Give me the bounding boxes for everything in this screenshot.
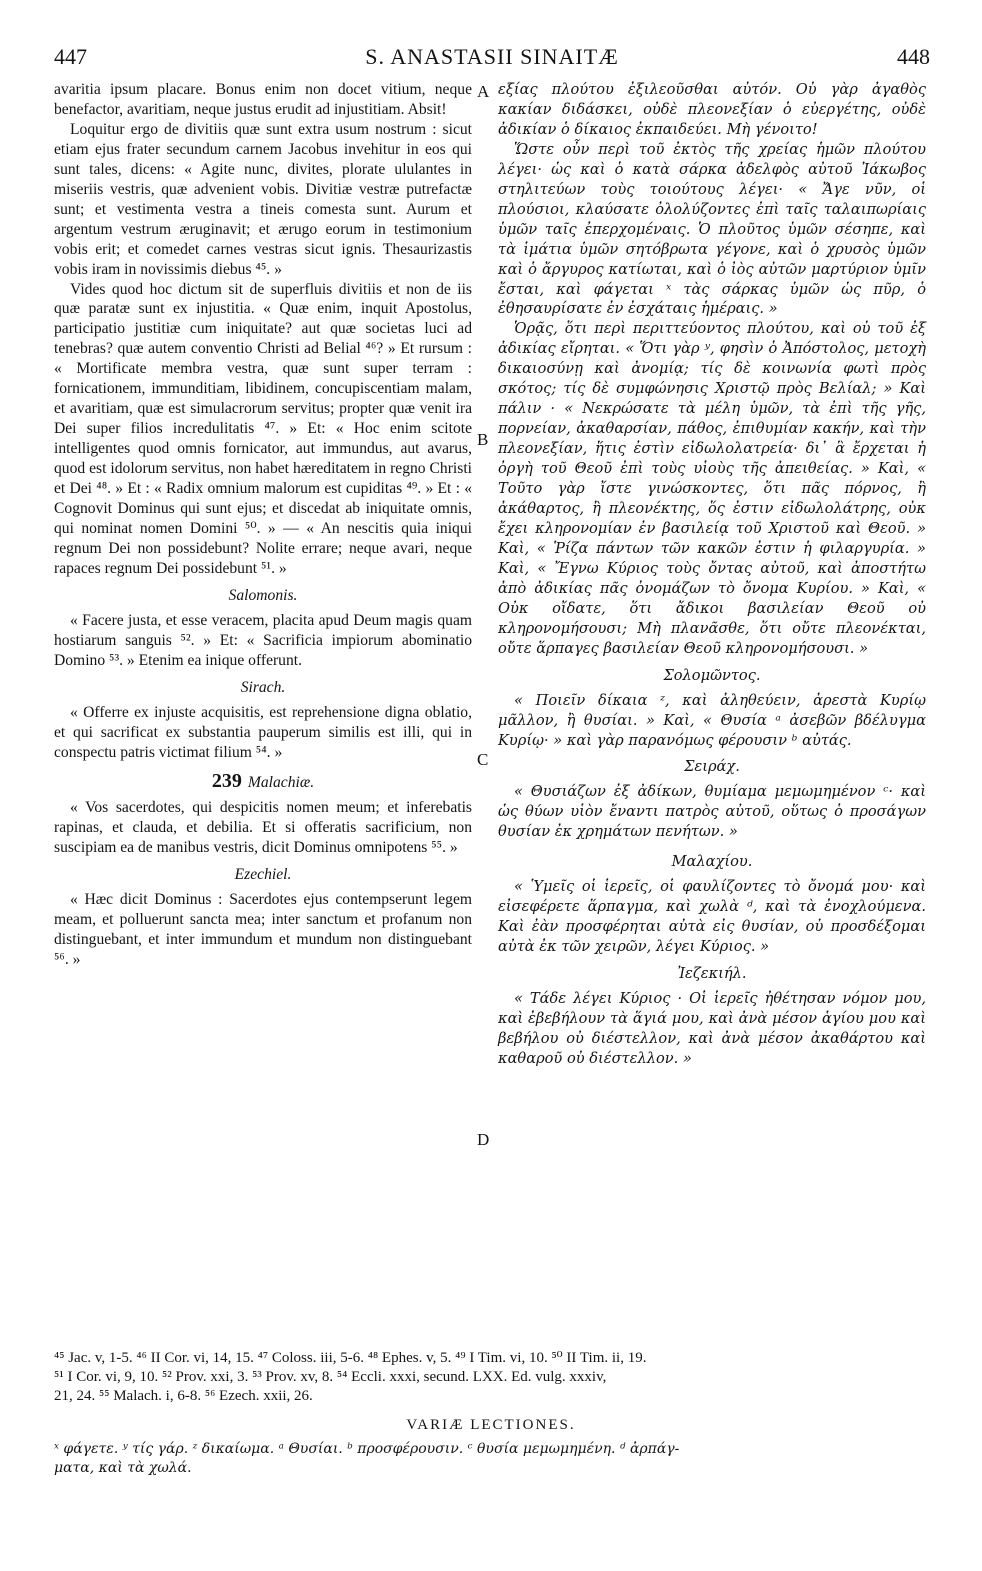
greek-section-title-malachi: Μαλαχίου.	[671, 853, 753, 871]
margin-letter-a: A	[477, 82, 490, 101]
page-header	[54, 44, 930, 74]
latin-paragraph: Vides quod hoc dictum sit de superfluis divitiis et non de iis quæ paratæ sunt ex injustitia. « Quæ enim, inquit Apostolus, participatio justitiæ cum iniquitate? aut quæ societas luci ad tenebras? quæ autem conventio Christi ad Belial ⁴⁶? » Et rursum : « Mortificate membra vestra, quæ sunt super terram : fornicationem, immunditiam, libidinem, concupiscentiam malam, et avaritiam, quæ est simulacrorum servitus; propter quæ venit ira Dei super filios incredulitatis ⁴⁷. » Et: « Hoc enim scitote intelligentes quod omnis fornicator, aut immundus, aut avarus, quod est idolorum servitus, non habet hæreditatem in regno Christi et Dei ⁴⁸. » Et : « Radix omnium malorum est cupiditas ⁴⁹. » Et : « Cognovit Dominus qui sunt ejus; et discedat ab iniquitate omnis, qui nominat nomen Domini ⁵⁰. » — « An nescitis quia iniqui regnum Dei non possidebunt? Nolite errare; neque avari, neque rapaces regnum Dei possidebunt ⁵¹. »	[54, 280, 472, 577]
latin-paragraph: avaritia ipsum placare. Bonus enim non docet vitium, neque benefactor, avaritiam, neque justus erudit ad injustitiam. Absit!	[54, 81, 472, 118]
greek-paragraph: Ὁρᾷς, ὅτι περὶ περιττεύοντος πλούτου, καὶ οὐ τοῦ ἐξ ἀδικίας εἴρηται. « Ὅτι γὰρ ʸ, φησὶν ὁ Ἀπόστολος, μετοχὴ δικαιοσύνῃ καὶ ἀνομίᾳ; τίς δὲ κοινωνία φωτὶ πρὸς σκότος; τίς δὲ συμφώνησις Χριστῷ πρὸς Βελίαλ; » Καὶ πάλιν · « Νεκρώσατε τὰ μέλη ὑμῶν, τὰ ἐπὶ τῆς γῆς, πορνείαν, ἀκαθαρσίαν, πάθος, ἐπιθυμίαν κακήν, καὶ τὴν πλεονεξίαν, ἥτις ἐστὶν εἰδωλολατρεία· δι᾽ ἃ ἔρχεται ἡ ὀργὴ τοῦ Θεοῦ ἐπὶ τοὺς υἱοὺς τῆς ἀπειθείας. » Καὶ, « Τοῦτο γὰρ ἴστε γινώσκοντες, ὅτι πᾶς πόρνος, ἢ ἀκάθαρτος, ἢ πλεονέκτης, ὅς ἐστιν εἰδωλολάτρης, οὐκ ἔχει κληρονομίαν ἐν βασιλείᾳ τοῦ Χριστοῦ καὶ Θεοῦ. » Καὶ, « Ῥίζα πάντων τῶν κακῶν ἐστιν ἡ φιλαργυρία. » Καὶ, « Ἔγνω Κύριος τοὺς ὄντας αὐτοῦ, καὶ ἀποστήτω ἀπὸ ἀδικίας πᾶς ὀνομάζων τὸ ὄνομα Κυρίου. » Καὶ, « Οὐκ οἴδατε, ὅτι ἄδικοι βασιλείαν Θεοῦ οὐ κληρονομήσουσι; Μὴ πλανᾶσθε, ὅτι οὔτε πλεονέκται, οὔτε ἅρπαγες βασιλείαν Θεοῦ κληρονομήσουσι. »	[498, 320, 926, 657]
greek-paragraph: « Ποιεῖν δίκαια ᶻ, καὶ ἀληθεύειν, ἀρεστὰ Κυρίῳ μᾶλλον, ἢ θυσίαι. » Καὶ, « Θυσία ᵃ ἀσεβῶν βδέλυγμα Κυρίῳ· » καὶ γὰρ παρανόμως φέρουσιν ᵇ αὐτάς.	[498, 691, 926, 749]
greek-paragraph: εξίας πλούτου ἐξιλεοῦσθαι αὐτόν. Οὐ γὰρ ἀγαθὸς κακίαν διδάσκει, οὐδὲ πλεονεξίαν ὁ εὐεργέτης, οὐδὲ ἀδικίαν ὁ δίκαιος ἐκπαιδεύει. Μὴ γένοιτο!	[498, 81, 926, 138]
latin-paragraph: « Hæc dicit Dominus : Sacerdotes ejus contempserunt legem meam, et polluerunt sancta mea; inter sanctum et profanum non distinguebant, et inter immundum et mundum non distinguebant ⁵⁶. »	[54, 891, 472, 969]
greek-section-title-sirach: Σειράχ.	[684, 758, 740, 776]
footnote-line: ⁵¹ I Cor. vi, 9, 10. ⁵² Prov. xxi, 3. ⁵³ Prov. xv, 8. ⁵⁴ Eccli. xxxi, secund. LXX. Ed. vulg. xxxiv,	[54, 1369, 607, 1385]
margin-letter-b: B	[477, 430, 489, 449]
variae-lectiones-title: VARIÆ LECTIONES.	[406, 1417, 576, 1433]
latin-column	[54, 80, 472, 970]
footnotes	[54, 1349, 930, 1406]
latin-paragraph: « Facere justa, et esse veracem, placita apud Deum magis quam hostiarum sanguis ⁵². » Et: « Sacrificia impiorum abominatio Domino ⁵³. » Etenim ea inique offerunt.	[54, 611, 472, 669]
greek-paragraph: « Ὑμεῖς οἱ ἱερεῖς, οἱ φαυλίζοντες τὸ ὄνομά μου· καὶ εἰσεφέρετε ἅρπαγμα, καὶ χωλὰ ᵈ, καὶ τὰ ἐνοχλούμενα. Καὶ ἐὰν προσφέρηται αὐτὰ εἰς θυσίαν, οὐ προσδέξομαι αὐτὰ ἐκ τῶν χειρῶν, λέγει Κύριος. »	[498, 878, 926, 956]
latin-paragraph: « Vos sacerdotes, qui despicitis nomen meum; et inferebatis rapinas, et clauda, et debilia. Et si offeratis sacrificium, non suscipiam ea de manibus vestris, dicit Dominus omnipotens ⁵⁵. »	[54, 799, 472, 857]
chapter-number: 239	[211, 770, 242, 793]
section-title-ezechiel: Ezechiel.	[234, 866, 292, 884]
variae-line: ˣ φάγετε. ʸ τίς γάρ. ᶻ δικαίωμα. ᵃ Θυσίαι. ᵇ προσφέρουσιν. ᶜ θυσία μεμωμημένη. ᵈ ἁρπάγ-	[54, 1441, 680, 1457]
section-title-malachi	[54, 772, 472, 793]
section-title-salomon: Salomonis.	[228, 586, 298, 604]
margin-letter-d: D	[477, 1130, 490, 1149]
greek-section-title-salomon: Σολομῶντος.	[663, 666, 761, 684]
greek-paragraph: Ὥστε οὖν περὶ τοῦ ἐκτὸς τῆς χρείας ἡμῶν πλούτου λέγει· ὡς καὶ ὁ κατὰ σάρκα ἀδελφὸς αὐτοῦ Ἰάκωβος στηλιτεύων τοὺς τοιούτους λέγει· « Ἄγε νῦν, οἱ πλούσιοι, κλαύσατε ὀλολύζοντες ἐπὶ ταῖς ταλαιπωρίαις ὑμῶν ταῖς ἐπερχομέναις. Ὁ πλοῦτος ὑμῶν σέσηπε, καὶ τὰ ἱμάτια ὑμῶν σητόβρωτα γέγονε, καὶ ὁ χρυσὸς ὑμῶν καὶ ὁ ἄργυρος κατίωται, καὶ ὁ ἰὸς αὐτῶν μαρτύριον ὑμῖν ἔσται, καὶ φάγεται ˣ τὰς σάρκας ὑμῶν ὡς πῦρ, ὁ ἐθησαυρίσατε ἐν ἐσχάταις ἡμέραις. »	[498, 140, 926, 318]
footnote-line: ⁴⁵ Jac. v, 1-5. ⁴⁶ II Cor. vi, 14, 15. ⁴⁷ Coloss. iii, 5-6. ⁴⁸ Ephes. v, 5. ⁴⁹ I Tim. vi, 10. ⁵⁰ II Tim. ii, 19.	[54, 1350, 647, 1366]
greek-section-title-ezechiel: Ἰεζεκιήλ.	[677, 965, 747, 983]
page-number-left: 447	[54, 44, 87, 69]
greek-column	[498, 80, 926, 1069]
variae-line: ματα, καὶ τὰ χωλά.	[54, 1460, 192, 1476]
running-title: S. ANASTASII SINAITÆ	[365, 44, 619, 69]
margin-letter-c: C	[477, 750, 489, 769]
section-title-sirach: Sirach.	[240, 678, 286, 696]
variae-lectiones	[54, 1440, 930, 1478]
greek-paragraph: « Τάδε λέγει Κύριος · Οἱ ἱερεῖς ἠθέτησαν νόμον μου, καὶ ἐβεβήλουν τὰ ἅγιά μου, καὶ ἀνὰ μέσον ἁγίου μου καὶ βεβήλου οὐ διέστελλον, καὶ ἀνὰ μέσον ἀκαθάρτου καὶ καθαροῦ οὐ διέστελλον. »	[498, 989, 926, 1067]
greek-paragraph: « Θυσιάζων ἐξ ἀδίκων, θυμίαμα μεμωμημένον ᶜ· καὶ ὡς θύων υἱὸν ἔναντι πατρὸς αὐτοῦ, οὕτως ὁ προσάγων θυσίαν ἐκ χρημάτων πενήτων. »	[498, 783, 926, 841]
page-number-right: 448	[896, 44, 930, 69]
footnote-line: 21, 24. ⁵⁵ Malach. i, 6-8. ⁵⁶ Ezech. xxii, 26.	[54, 1388, 313, 1404]
latin-paragraph: Loquitur ergo de divitiis quæ sunt extra usum nostrum : sicut etiam ejus frater secundum carnem Jacobus invehitur in eos qui sunt tales, dicens: « Agite nunc, divites, plorate ululantes in miseriis vestris, quæ advenient vobis. Divitiæ vestræ putrefactæ sunt; et vestimenta vestra a tineis comesta sunt. Aurum et argentum vestrum æruginavit; et ærugo eorum in testimonium vobis erit; et comedet carnes vestras sicut ignis. Thesaurizastis vobis iram in novissimis diebus ⁴⁵. »	[54, 120, 472, 278]
section-title-malachi-text: Malachiæ.	[247, 774, 315, 792]
latin-paragraph: « Offerre ex injuste acquisitis, est reprehensione digna oblatio, et qui sacrificat ex substantia pauperum similis est illi, qui in conspectu patris victimat filium ⁵⁴. »	[54, 703, 472, 761]
